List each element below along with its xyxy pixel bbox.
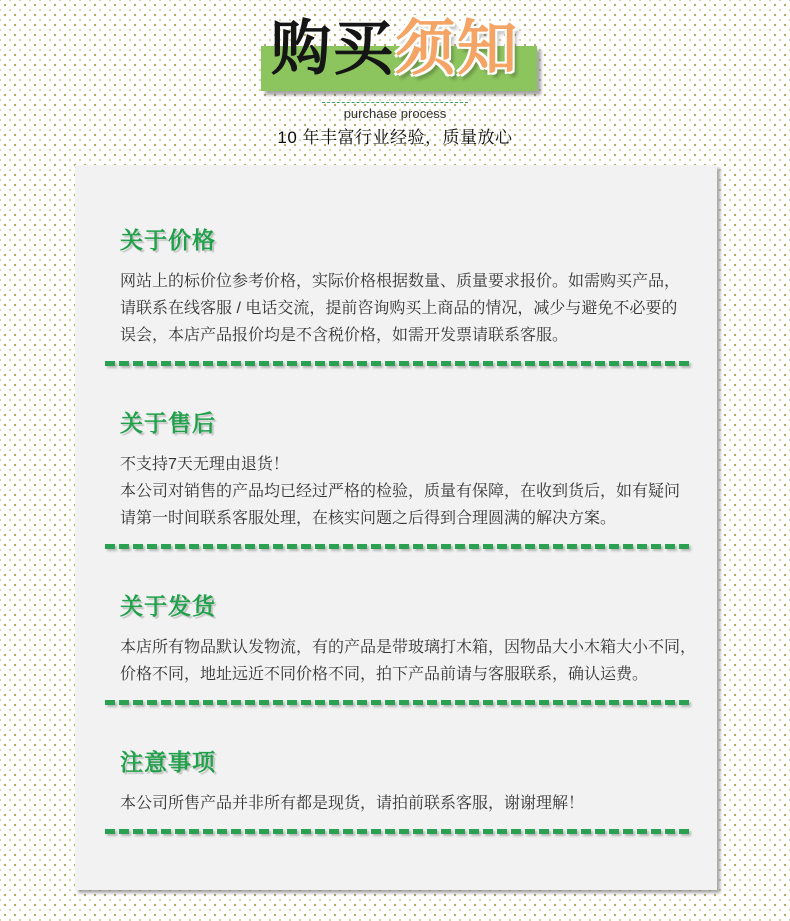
notice-card — [75, 165, 717, 890]
section-price-title: 关于价格 — [120, 227, 216, 253]
page-title — [0, 16, 790, 82]
section-price-line: 网站上的标价位参考价格，实际价格根据数量、质量要求报价。如需购买产品， — [120, 273, 681, 290]
section-aftersales-line: 请第一时间联系客服处理，在核实问题之后得到合理圆满的解决方案。 — [120, 510, 617, 527]
section-price-line: 请联系在线客服 / 电话交流，提前咨询购买上商品的情况，减少与避免不必要的 — [120, 300, 678, 317]
section-aftersales-line: 本公司对销售的产品均已经过严格的检验，质量有保障，在收到货后，如有疑问 — [120, 483, 681, 500]
green-dashed-divider — [105, 829, 693, 834]
subtitle-chinese: 10 年丰富行业经验，质量放心 — [277, 128, 513, 147]
green-dashed-divider — [105, 361, 693, 366]
section-shipping — [75, 593, 717, 705]
section-shipping-line: 本店所有物品默认发物流，有的产品是带玻璃打木箱，因物品大小木箱大小不同， — [120, 639, 697, 656]
section-shipping-line: 价格不同，地址远近不同价格不同，拍下产品前请与客服联系，确认运费。 — [120, 666, 649, 683]
page-header — [0, 0, 790, 165]
section-notes-title: 注意事项 — [120, 749, 216, 775]
section-notes — [75, 749, 717, 834]
green-dashed-divider — [105, 700, 693, 705]
subtitle-english: purchase process — [343, 106, 447, 121]
section-aftersales-line: 不支持7天无理由退货！ — [120, 456, 289, 473]
header-dashed-rule — [322, 102, 468, 103]
section-aftersales — [75, 410, 717, 549]
section-aftersales-title: 关于售后 — [120, 410, 216, 436]
section-price — [75, 227, 717, 366]
section-price-line: 误会，本店产品报价均是不含税价格，如需开发票请联系客服。 — [120, 327, 569, 344]
green-dashed-divider — [105, 544, 693, 549]
page-title-accent-part: 须知 — [395, 15, 519, 82]
section-notes-line: 本公司所售产品并非所有都是现货，请拍前联系客服，谢谢理解！ — [120, 795, 585, 812]
page-title-black-part: 购买 — [271, 15, 395, 82]
section-shipping-title: 关于发货 — [120, 593, 216, 619]
